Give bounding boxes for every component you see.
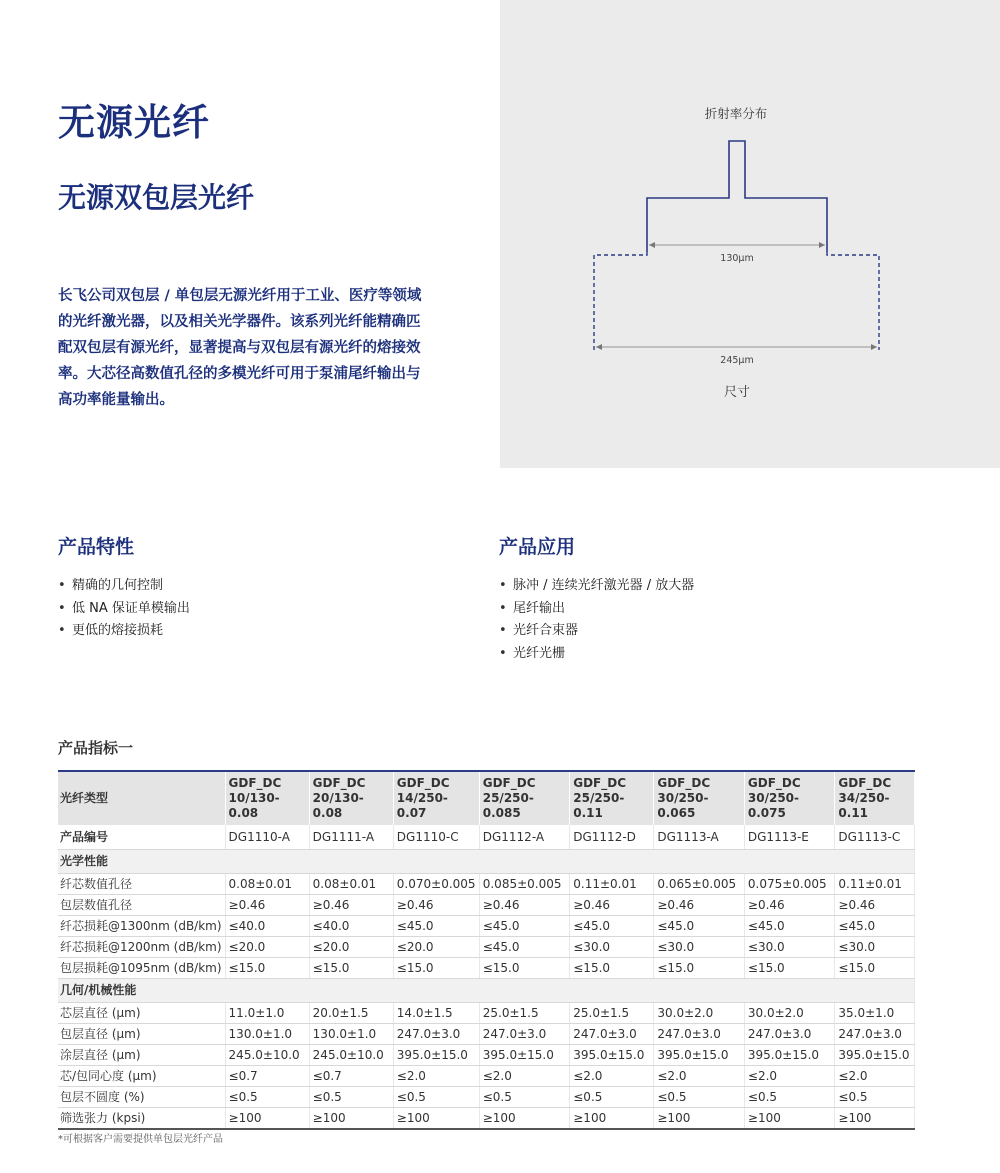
- table-cell: ≤0.5: [835, 1086, 915, 1107]
- table-cell: ≥100: [393, 1107, 479, 1129]
- table-cell: ≤0.7: [225, 1065, 309, 1086]
- table-cell: DG1113-A: [654, 825, 745, 849]
- table-cell: ≤2.0: [570, 1065, 654, 1086]
- row-label: 纤芯数值孔径: [58, 873, 225, 894]
- row-label: 芯/包同心度 (μm): [58, 1065, 225, 1086]
- table-row: [58, 825, 915, 849]
- features-list: [58, 575, 190, 643]
- table-cell: ≤15.0: [225, 957, 309, 978]
- header-type: GDF_DC 30/250-0.075: [744, 771, 835, 825]
- table-cell: 247.0±3.0: [835, 1023, 915, 1044]
- spec-table-title: 产品指标一: [58, 739, 134, 757]
- table-cell: 0.070±0.005: [393, 873, 479, 894]
- table-cell: 130.0±1.0: [225, 1023, 309, 1044]
- row-label: 纤芯损耗@1200nm (dB/km): [58, 936, 225, 957]
- outer-dimension-label: 245μm: [720, 355, 754, 366]
- table-cell: ≤0.5: [654, 1086, 745, 1107]
- table-cell: ≤40.0: [225, 915, 309, 936]
- table-cell: ≥0.46: [570, 894, 654, 915]
- table-cell: ≤15.0: [393, 957, 479, 978]
- table-cell: 395.0±15.0: [654, 1044, 745, 1065]
- table-cell: ≤0.5: [393, 1086, 479, 1107]
- table-group-row: [58, 978, 915, 1002]
- table-cell: 0.11±0.01: [835, 873, 915, 894]
- table-cell: ≤2.0: [393, 1065, 479, 1086]
- table-cell: 245.0±10.0: [225, 1044, 309, 1065]
- table-cell: ≥0.46: [835, 894, 915, 915]
- header-label: 光纤类型: [58, 771, 225, 825]
- table-row: [58, 873, 915, 894]
- table-body: [58, 825, 915, 1129]
- table-cell: 25.0±1.5: [570, 1002, 654, 1023]
- header-type: GDF_DC 30/250-0.065: [654, 771, 745, 825]
- table-cell: ≤45.0: [393, 915, 479, 936]
- table-cell: ≥100: [570, 1107, 654, 1129]
- inner-dimension-label: 130μm: [720, 253, 754, 264]
- table-row: [58, 894, 915, 915]
- table-cell: 0.11±0.01: [570, 873, 654, 894]
- row-label: 筛选张力 (kpsi): [58, 1107, 225, 1129]
- table-cell: DG1113-E: [744, 825, 835, 849]
- table-cell: ≥100: [225, 1107, 309, 1129]
- outer-arrow-right: [871, 344, 877, 350]
- outer-arrow-left: [596, 344, 602, 350]
- table-cell: 395.0±15.0: [744, 1044, 835, 1065]
- table-cell: 35.0±1.0: [835, 1002, 915, 1023]
- feature-item: • 精确的几何控制: [58, 575, 190, 598]
- table-cell: DG1111-A: [309, 825, 393, 849]
- table-cell: 0.065±0.005: [654, 873, 745, 894]
- table-cell: ≥0.46: [309, 894, 393, 915]
- table-row: [58, 957, 915, 978]
- table-cell: ≤40.0: [309, 915, 393, 936]
- table-cell: ≤45.0: [479, 915, 570, 936]
- applications-list: [499, 575, 694, 665]
- table-cell: 395.0±15.0: [835, 1044, 915, 1065]
- feature-item: • 更低的熔接损耗: [58, 620, 190, 643]
- table-cell: ≤45.0: [835, 915, 915, 936]
- table-cell: 395.0±15.0: [479, 1044, 570, 1065]
- header-type: GDF_DC 34/250-0.11: [835, 771, 915, 825]
- table-cell: 395.0±15.0: [393, 1044, 479, 1065]
- table-cell: 0.085±0.005: [479, 873, 570, 894]
- table-cell: ≤0.5: [309, 1086, 393, 1107]
- application-item: • 脉冲 / 连续光纤激光器 / 放大器: [499, 575, 694, 598]
- row-label: 纤芯损耗@1300nm (dB/km): [58, 915, 225, 936]
- applications-heading: 产品应用: [499, 536, 576, 558]
- table-cell: 30.0±2.0: [654, 1002, 745, 1023]
- table-row: [58, 1086, 915, 1107]
- table-cell: 395.0±15.0: [570, 1044, 654, 1065]
- table-cell: ≥0.46: [393, 894, 479, 915]
- row-label: 芯层直径 (μm): [58, 1002, 225, 1023]
- table-cell: ≤2.0: [835, 1065, 915, 1086]
- row-label: 产品编号: [58, 825, 225, 849]
- table-cell: ≤15.0: [744, 957, 835, 978]
- table-cell: 0.08±0.01: [225, 873, 309, 894]
- header-type: GDF_DC 25/250-0.11: [570, 771, 654, 825]
- table-cell: ≥100: [835, 1107, 915, 1129]
- table-cell: 11.0±1.0: [225, 1002, 309, 1023]
- table-cell: ≤30.0: [570, 936, 654, 957]
- row-label: 涂层直径 (μm): [58, 1044, 225, 1065]
- row-label: 包层直径 (μm): [58, 1023, 225, 1044]
- application-item: • 光纤合束器: [499, 620, 694, 643]
- inner-arrow-left: [649, 242, 655, 248]
- page-subtitle: 无源双包层光纤: [58, 181, 255, 214]
- table-cell: ≤0.5: [570, 1086, 654, 1107]
- profile-solid-line: [647, 141, 827, 252]
- table-row: [58, 1002, 915, 1023]
- table-cell: ≤2.0: [654, 1065, 745, 1086]
- table-cell: 30.0±2.0: [744, 1002, 835, 1023]
- table-row: [58, 1107, 915, 1129]
- table-cell: ≥0.46: [225, 894, 309, 915]
- table-cell: 20.0±1.5: [309, 1002, 393, 1023]
- table-cell: ≤45.0: [479, 936, 570, 957]
- table-cell: ≤45.0: [570, 915, 654, 936]
- table-cell: ≤30.0: [835, 936, 915, 957]
- table-cell: ≤15.0: [570, 957, 654, 978]
- table-cell: ≤20.0: [309, 936, 393, 957]
- header-type: GDF_DC 10/130-0.08: [225, 771, 309, 825]
- header-type: GDF_DC 25/250-0.085: [479, 771, 570, 825]
- inner-arrow-right: [819, 242, 825, 248]
- table-header-row: [58, 771, 915, 825]
- table-cell: DG1110-C: [393, 825, 479, 849]
- table-cell: 245.0±10.0: [309, 1044, 393, 1065]
- table-cell: ≤15.0: [835, 957, 915, 978]
- table-cell: ≤2.0: [479, 1065, 570, 1086]
- table-row: [58, 1065, 915, 1086]
- table-cell: ≤0.5: [225, 1086, 309, 1107]
- table-cell: ≥0.46: [744, 894, 835, 915]
- row-label: 包层数值孔径: [58, 894, 225, 915]
- diagram-caption-top: 折射率分布: [704, 106, 768, 121]
- profile-svg: [500, 0, 1000, 468]
- feature-item: • 低 NA 保证单模输出: [58, 598, 190, 621]
- application-item: • 尾纤输出: [499, 598, 694, 621]
- table-cell: 25.0±1.5: [479, 1002, 570, 1023]
- table-cell: ≤15.0: [479, 957, 570, 978]
- refractive-index-diagram: [500, 0, 1000, 468]
- features-heading: 产品特性: [58, 536, 135, 558]
- table-cell: ≤0.5: [744, 1086, 835, 1107]
- table-cell: ≥100: [744, 1107, 835, 1129]
- table-cell: DG1112-A: [479, 825, 570, 849]
- table-cell: 247.0±3.0: [570, 1023, 654, 1044]
- table-cell: ≥0.46: [479, 894, 570, 915]
- footnote: *可根据客户需要提供单包层光纤产品: [58, 1134, 223, 1145]
- spec-table: [58, 770, 915, 1130]
- table-cell: ≤45.0: [744, 915, 835, 936]
- table-cell: ≤45.0: [654, 915, 745, 936]
- table-cell: ≤30.0: [744, 936, 835, 957]
- table-cell: ≥100: [309, 1107, 393, 1129]
- header-type: GDF_DC 20/130-0.08: [309, 771, 393, 825]
- table-row: [58, 915, 915, 936]
- table-cell: ≤0.7: [309, 1065, 393, 1086]
- header-type: GDF_DC 14/250-0.07: [393, 771, 479, 825]
- table-group-row: [58, 849, 915, 873]
- row-label: 包层不圆度 (%): [58, 1086, 225, 1107]
- page-title: 无源光纤: [58, 101, 210, 144]
- group-label: 光学性能: [58, 849, 915, 873]
- table-cell: ≤15.0: [654, 957, 745, 978]
- table-cell: 14.0±1.5: [393, 1002, 479, 1023]
- profile-dashed-line: [594, 252, 879, 350]
- table-cell: DG1112-D: [570, 825, 654, 849]
- table-cell: ≤30.0: [654, 936, 745, 957]
- table-cell: 0.075±0.005: [744, 873, 835, 894]
- table-cell: 247.0±3.0: [479, 1023, 570, 1044]
- table-row: [58, 1023, 915, 1044]
- diagram-caption-bottom: 尺寸: [723, 385, 751, 400]
- table-cell: DG1110-A: [225, 825, 309, 849]
- row-label: 包层损耗@1095nm (dB/km): [58, 957, 225, 978]
- table-cell: ≥100: [479, 1107, 570, 1129]
- table-cell: 247.0±3.0: [744, 1023, 835, 1044]
- table-cell: 247.0±3.0: [654, 1023, 745, 1044]
- intro-paragraph: 长飞公司双包层 / 单包层无源光纤用于工业、医疗等领域的光纤激光器，以及相关光学器件。该系列光纤能精确匹配双包层有源光纤，显著提高与双包层有源光纤的熔接效率。大芯径高数值孔径的多模光纤可用于泵浦尾纤输出与高功率能量输出。: [58, 288, 422, 408]
- table-cell: ≤0.5: [479, 1086, 570, 1107]
- table-cell: 130.0±1.0: [309, 1023, 393, 1044]
- table-cell: DG1113-C: [835, 825, 915, 849]
- table-cell: ≤20.0: [393, 936, 479, 957]
- group-label: 几何/机械性能: [58, 978, 915, 1002]
- table-row: [58, 1044, 915, 1065]
- table-cell: ≤2.0: [744, 1065, 835, 1086]
- table-cell: ≥0.46: [654, 894, 745, 915]
- table-row: [58, 936, 915, 957]
- application-item: • 光纤光栅: [499, 643, 694, 666]
- table-cell: ≥100: [654, 1107, 745, 1129]
- table-cell: 247.0±3.0: [393, 1023, 479, 1044]
- table-cell: 0.08±0.01: [309, 873, 393, 894]
- table-cell: ≤15.0: [309, 957, 393, 978]
- table-cell: ≤20.0: [225, 936, 309, 957]
